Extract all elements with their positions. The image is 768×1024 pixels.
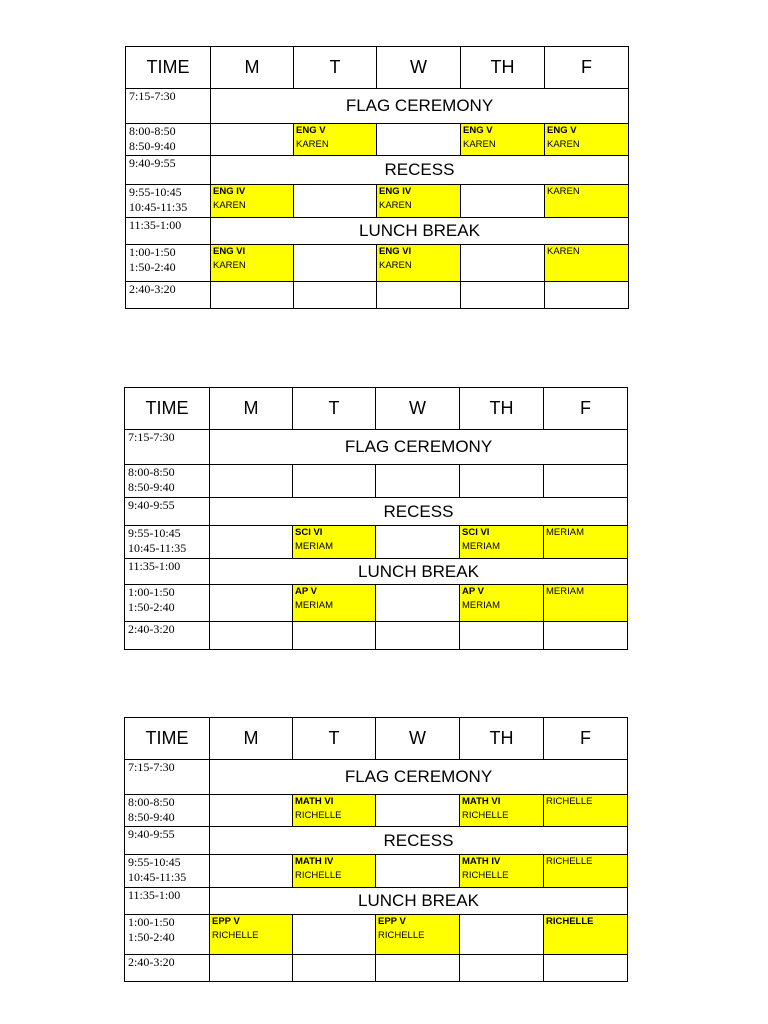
class-cell xyxy=(293,915,376,955)
header-day-m: M xyxy=(210,388,293,430)
class-cell xyxy=(461,245,545,282)
schedule-table-karen xyxy=(125,46,629,309)
slot-row xyxy=(126,124,629,156)
time-cell: 9:40-9:55 xyxy=(125,827,210,855)
slot-row xyxy=(125,795,628,827)
header-day-f: F xyxy=(544,388,628,430)
class-cell: MERIAM xyxy=(544,526,628,559)
time-cell: 9:40-9:55 xyxy=(125,498,210,526)
class-cell: MATH VI RICHELLE xyxy=(293,795,376,827)
time-cell: 8:00-8:50 8:50-9:40 xyxy=(125,465,210,498)
class-cell xyxy=(293,622,376,650)
time-cell: 7:15-7:30 xyxy=(125,760,210,795)
class-cell: MATH IV RICHELLE xyxy=(460,855,544,888)
recess-band: RECESS xyxy=(210,827,628,855)
class-cell: ENG V KAREN xyxy=(294,124,377,156)
time-cell: 8:00-8:50 8:50-9:40 xyxy=(126,124,211,156)
header-time: TIME xyxy=(125,718,210,760)
class-cell xyxy=(376,795,460,827)
time-cell: 2:40-3:20 xyxy=(125,955,210,982)
recess-row xyxy=(126,156,629,185)
slot-row xyxy=(125,585,628,622)
class-cell: ENG V KAREN xyxy=(461,124,545,156)
flag-row xyxy=(125,430,628,465)
class-cell: ENG IV KAREN xyxy=(377,185,461,218)
time-cell: 11:35-1:00 xyxy=(125,559,210,585)
class-cell xyxy=(377,124,461,156)
class-cell xyxy=(460,465,544,498)
class-cell xyxy=(294,282,377,309)
header-row xyxy=(126,47,629,89)
class-cell xyxy=(376,585,460,622)
class-cell: EPP V RICHELLE xyxy=(376,915,460,955)
time-cell: 11:35-1:00 xyxy=(125,888,210,915)
header-day-f: F xyxy=(544,718,628,760)
time-cell: 9:55-10:45 10:45-11:35 xyxy=(126,185,211,218)
time-cell: 1:00-1:50 1:50-2:40 xyxy=(125,585,210,622)
class-cell: SCI VI MERIAM xyxy=(460,526,544,559)
header-day-t: T xyxy=(293,388,376,430)
time-cell: 2:40-3:20 xyxy=(126,282,211,309)
last-period-row xyxy=(126,282,629,309)
class-cell: AP V MERIAM xyxy=(460,585,544,622)
flag-row xyxy=(126,89,629,124)
header-day-f: F xyxy=(545,47,629,89)
time-cell: 7:15-7:30 xyxy=(126,89,211,124)
class-cell: ENG IV KAREN xyxy=(211,185,294,218)
header-day-w: W xyxy=(377,47,461,89)
class-cell: KAREN xyxy=(545,185,629,218)
class-cell xyxy=(544,465,628,498)
class-cell xyxy=(460,915,544,955)
class-cell xyxy=(545,282,629,309)
header-day-t: T xyxy=(293,718,376,760)
class-cell xyxy=(210,622,293,650)
class-cell xyxy=(293,465,376,498)
recess-row xyxy=(125,827,628,855)
recess-band: RECESS xyxy=(210,498,628,526)
time-cell: 7:15-7:30 xyxy=(125,430,210,465)
class-cell: MATH VI RICHELLE xyxy=(460,795,544,827)
class-cell xyxy=(210,855,293,888)
class-cell: AP V MERIAM xyxy=(293,585,376,622)
class-cell: RICHELLE xyxy=(544,795,628,827)
class-cell xyxy=(376,465,460,498)
class-cell: MERIAM xyxy=(544,585,628,622)
flag-row xyxy=(125,760,628,795)
class-cell xyxy=(293,955,376,982)
header-day-t: T xyxy=(294,47,377,89)
class-cell xyxy=(294,185,377,218)
lunch-break-band: LUNCH BREAK xyxy=(210,559,628,585)
lunch-row xyxy=(126,218,629,245)
slot-row xyxy=(126,245,629,282)
header-row xyxy=(125,388,628,430)
flag-ceremony-band: FLAG CEREMONY xyxy=(210,430,628,465)
class-cell: ENG V KAREN xyxy=(545,124,629,156)
header-day-th: TH xyxy=(460,388,544,430)
class-cell xyxy=(460,955,544,982)
class-cell: ENG VI KAREN xyxy=(211,245,294,282)
schedule-table-richelle xyxy=(124,717,628,982)
schedule-table-meriam xyxy=(124,387,628,650)
lunch-break-band: LUNCH BREAK xyxy=(211,218,629,245)
slot-row xyxy=(125,855,628,888)
class-cell xyxy=(377,282,461,309)
class-cell xyxy=(544,955,628,982)
class-cell: KAREN xyxy=(545,245,629,282)
class-cell xyxy=(461,282,545,309)
class-cell: EPP V RICHELLE xyxy=(210,915,293,955)
class-cell xyxy=(376,855,460,888)
class-cell xyxy=(210,465,293,498)
time-cell: 1:00-1:50 1:50-2:40 xyxy=(126,245,211,282)
header-day-w: W xyxy=(376,718,460,760)
class-cell xyxy=(211,282,294,309)
slot-row xyxy=(125,465,628,498)
lunch-row xyxy=(125,559,628,585)
class-cell xyxy=(460,622,544,650)
header-time: TIME xyxy=(126,47,211,89)
class-cell: RICHELLE xyxy=(544,855,628,888)
lunch-break-band: LUNCH BREAK xyxy=(210,888,628,915)
header-day-th: TH xyxy=(460,718,544,760)
header-day-w: W xyxy=(376,388,460,430)
time-cell: 9:40-9:55 xyxy=(126,156,211,185)
slot-row xyxy=(126,185,629,218)
header-day-th: TH xyxy=(461,47,545,89)
class-cell xyxy=(210,526,293,559)
slot-row xyxy=(125,526,628,559)
class-cell xyxy=(294,245,377,282)
class-cell xyxy=(376,955,460,982)
class-cell: MATH IV RICHELLE xyxy=(293,855,376,888)
class-cell xyxy=(376,622,460,650)
flag-ceremony-band: FLAG CEREMONY xyxy=(211,89,629,124)
class-cell xyxy=(544,622,628,650)
class-cell: RICHELLE xyxy=(544,915,628,955)
recess-band: RECESS xyxy=(211,156,629,185)
header-row xyxy=(125,718,628,760)
class-cell xyxy=(210,585,293,622)
header-day-m: M xyxy=(210,718,293,760)
last-period-row xyxy=(125,955,628,982)
class-cell xyxy=(210,955,293,982)
class-cell: ENG VI KAREN xyxy=(377,245,461,282)
class-cell xyxy=(210,795,293,827)
time-cell: 1:00-1:50 1:50-2:40 xyxy=(125,915,210,955)
time-cell: 8:00-8:50 8:50-9:40 xyxy=(125,795,210,827)
slot-row xyxy=(125,915,628,955)
lunch-row xyxy=(125,888,628,915)
header-time: TIME xyxy=(125,388,210,430)
class-cell xyxy=(376,526,460,559)
last-period-row xyxy=(125,622,628,650)
recess-row xyxy=(125,498,628,526)
time-cell: 9:55-10:45 10:45-11:35 xyxy=(125,855,210,888)
class-cell xyxy=(461,185,545,218)
time-cell: 9:55-10:45 10:45-11:35 xyxy=(125,526,210,559)
time-cell: 11:35-1:00 xyxy=(126,218,211,245)
time-cell: 2:40-3:20 xyxy=(125,622,210,650)
header-day-m: M xyxy=(211,47,294,89)
class-cell: SCI VI MERIAM xyxy=(293,526,376,559)
class-cell xyxy=(211,124,294,156)
flag-ceremony-band: FLAG CEREMONY xyxy=(210,760,628,795)
